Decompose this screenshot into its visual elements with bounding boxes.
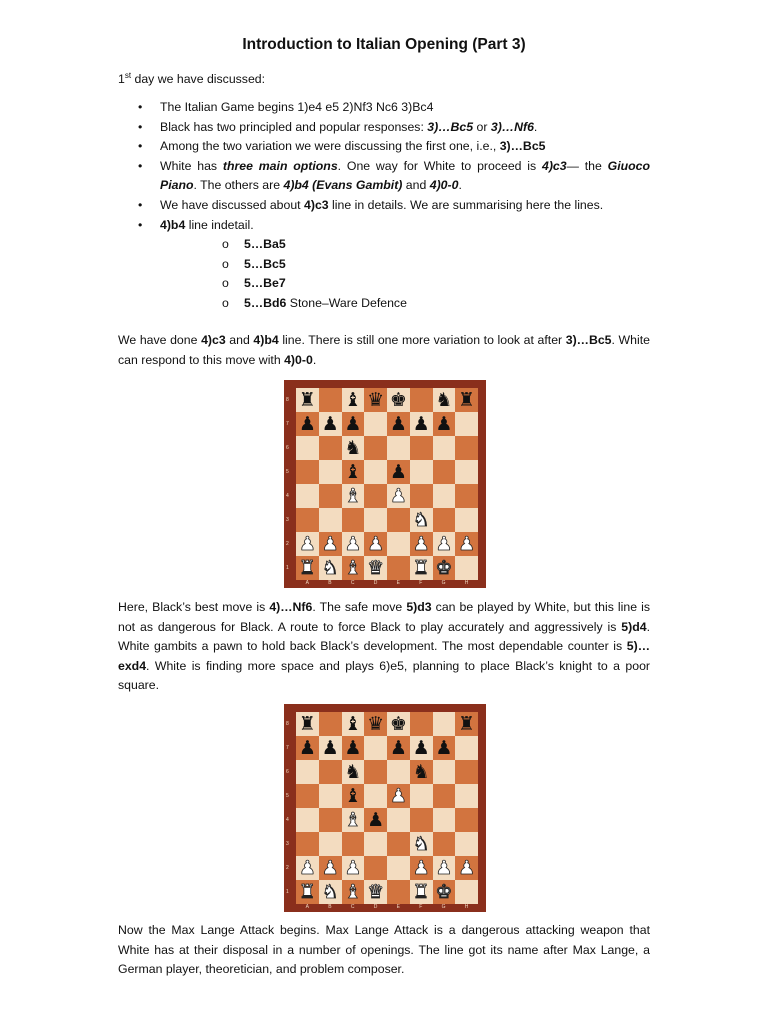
board-square [296,808,319,832]
black-pawn-icon: ♟ [389,460,407,483]
white-king-icon: ♚ [435,880,453,903]
emphasized-text: 4)b4 [253,333,279,347]
black-bishop-icon: ♝ [344,712,362,735]
black-pawn-icon: ♟ [344,736,362,759]
white-pawn-icon: ♟ [321,532,339,555]
rank-label: 5 [286,469,289,475]
intro-superscript: st [124,70,132,80]
board-square [410,808,433,832]
text-run: . [458,178,462,193]
board-square [387,832,410,856]
black-pawn-icon: ♟ [344,412,362,435]
board-square [410,712,433,736]
board-square [455,784,478,808]
black-king-icon: ♚ [389,712,407,735]
bullet-item [118,118,650,138]
board-square [319,508,342,532]
white-pawn-icon: ♟ [344,856,362,879]
bullet-item [118,216,650,314]
white-rook-icon: ♜ [298,556,316,579]
board-square [342,532,365,556]
text-run: and [402,178,430,193]
board-square [433,712,456,736]
board-square [410,388,433,412]
text-run: . [312,352,317,367]
board-square [319,460,342,484]
emphasized-text: 4)c3 [304,197,329,212]
text-run: — the [566,158,608,173]
white-pawn-icon: ♟ [435,532,453,555]
board-square [342,508,365,532]
emphasized-text: Giuoco Piano [160,158,650,193]
board-square [455,484,478,508]
board-square [433,388,456,412]
file-labels [296,904,478,912]
white-pawn-icon: ♟ [412,532,430,555]
text-run: Stone–Ware Defence [286,295,407,310]
board-square [296,388,319,412]
paragraph-max-lange [118,921,650,980]
text-run: Now the Max Lange Attack begins. Max Lange Attack is a dangerous attacking weapon that White has at their disposal in a number of openings. The line got its name after Max Lange, a German player, theoretician, and problem composer. [118,923,650,977]
board-square [410,412,433,436]
board-square [387,760,410,784]
black-bishop-icon: ♝ [344,784,362,807]
board-square [410,556,433,580]
board-square [410,856,433,880]
white-pawn-icon: ♟ [389,784,407,807]
emphasized-text: 4)…Nf6 [269,600,313,614]
black-pawn-icon: ♟ [412,412,430,435]
text-run: . White is finding more space and plays 6)e5, planning to place Black’s knight to a poor square. [118,658,650,693]
board-square [319,556,342,580]
file-label: C [350,904,355,910]
board-square [433,436,456,460]
board-square [364,736,387,760]
board-square [455,388,478,412]
board-square [342,412,365,436]
text-run: or [473,119,491,134]
board-square [319,484,342,508]
board-square [296,712,319,736]
board-square [410,436,433,460]
board-square [319,880,342,904]
board-square [455,412,478,436]
board-square [342,460,365,484]
rank-label: 2 [286,865,289,871]
board-square [455,856,478,880]
white-bishop-icon: ♝ [344,484,362,507]
chess-board-grid [296,712,478,904]
intro-line [118,70,650,90]
white-knight-icon: ♞ [412,508,430,531]
text-run: . The others are [193,178,284,193]
board-square [364,388,387,412]
board-square [342,388,365,412]
white-pawn-icon: ♟ [458,856,476,879]
text-run: . One way for White to proceed is [337,158,542,173]
board-square [455,532,478,556]
board-square [387,736,410,760]
board-square [364,460,387,484]
rank-labels [286,388,294,580]
file-label: H [464,904,469,910]
rank-label: 4 [286,817,289,823]
board-square [364,484,387,508]
text-run: Among the two variation we were discussing the first one, i.e., [160,139,500,154]
board-square [364,532,387,556]
white-rook-icon: ♜ [412,880,430,903]
board-square [410,760,433,784]
board-square [387,856,410,880]
white-pawn-icon: ♟ [458,532,476,555]
board-square [296,412,319,436]
board-square [387,412,410,436]
chess-board-diagram-1 [284,380,486,588]
board-square [455,508,478,532]
emphasized-text: 5…Bd6 [244,295,287,310]
emphasized-text: 3)…Nf6 [490,119,534,134]
intro-ordinal: 1 [118,72,125,86]
board-square [387,484,410,508]
file-labels [296,580,478,588]
board-square [410,508,433,532]
white-bishop-icon: ♝ [344,880,362,903]
black-rook-icon: ♜ [458,388,476,411]
board-square [364,436,387,460]
text-run: The Italian Game begins 1)e4 e5 2)Nf3 Nc6 3)Bc4 [160,100,434,114]
summary-bullet-list [118,98,650,314]
board-square [387,388,410,412]
black-pawn-icon: ♟ [367,808,385,831]
board-square [319,832,342,856]
emphasized-text: 4)c3 [201,333,226,347]
chess-board-grid [296,388,478,580]
board-square [296,880,319,904]
white-knight-icon: ♞ [412,832,430,855]
emphasized-text: 4)0-0 [284,352,313,367]
board-square [455,436,478,460]
board-square [342,760,365,784]
black-pawn-icon: ♟ [389,412,407,435]
board-square [387,436,410,460]
board-square [296,508,319,532]
file-label: D [373,904,378,910]
file-label: A [305,904,309,910]
emphasized-text: 4)0-0 [429,178,459,193]
emphasized-text: 3)…Bc5 [499,139,546,154]
white-knight-icon: ♞ [321,880,339,903]
board-square [455,880,478,904]
board-square [342,556,365,580]
board-square [455,712,478,736]
board-square [364,784,387,808]
board-square [433,484,456,508]
white-king-icon: ♚ [435,556,453,579]
board-square [433,808,456,832]
text-run: White has [160,158,223,173]
board-square [342,832,365,856]
board-square [342,808,365,832]
white-knight-icon: ♞ [321,556,339,579]
black-knight-icon: ♞ [344,436,362,459]
black-pawn-icon: ♟ [435,736,453,759]
board-square [342,856,365,880]
black-pawn-icon: ♟ [389,736,407,759]
board-square [433,784,456,808]
black-knight-icon: ♞ [412,760,430,783]
board-square [433,556,456,580]
board-square [296,832,319,856]
white-rook-icon: ♜ [412,556,430,579]
board-square [296,784,319,808]
black-pawn-icon: ♟ [412,736,430,759]
file-label: F [419,904,423,910]
board-square [364,856,387,880]
text-run: can be played by White, but this line is not as dangerous for Black. A route to force Black to play accurately and aggressively is [118,600,650,634]
emphasized-text: 5…Ba5 [244,237,286,252]
board-square [296,460,319,484]
file-label: A [305,580,309,586]
black-queen-icon: ♛ [367,712,385,735]
board-square [455,760,478,784]
board-square [296,532,319,556]
white-pawn-icon: ♟ [298,532,316,555]
board-square [433,736,456,760]
board-square [342,736,365,760]
white-pawn-icon: ♟ [412,856,430,879]
text-run: . White can respond to this move with [118,333,650,367]
emphasized-text: 5)…exd4 [118,639,650,673]
black-rook-icon: ♜ [298,388,316,411]
board-square [410,736,433,760]
board-square [319,436,342,460]
text-run: line. There is still one more variation to look at after [278,333,566,347]
text-run: line indetail. [185,217,254,232]
board-square [455,808,478,832]
emphasized-text: 4)c3 [542,158,567,173]
board-square [433,532,456,556]
text-run: and [225,333,254,347]
emphasized-text: 4)b4 (Evans Gambit) [283,178,403,193]
text-run: We have discussed about [160,197,305,212]
board-square [319,760,342,784]
board-square [387,460,410,484]
black-knight-icon: ♞ [344,760,362,783]
file-label: H [464,580,469,586]
board-square [319,808,342,832]
board-square [296,556,319,580]
file-label: G [441,580,446,586]
board-square [364,760,387,784]
file-label: E [396,580,400,586]
black-bishop-icon: ♝ [344,388,362,411]
file-label: B [328,904,332,910]
black-rook-icon: ♜ [298,712,316,735]
board-square [319,532,342,556]
board-square [410,784,433,808]
board-square [364,832,387,856]
black-pawn-icon: ♟ [321,412,339,435]
paragraph-castling-variation [118,331,650,370]
board-square [433,832,456,856]
board-square [433,760,456,784]
board-square [433,856,456,880]
paragraph-best-move [118,598,650,696]
file-label: F [419,580,423,586]
board-square [387,556,410,580]
bullet-item [118,98,650,118]
sub-bullet-item [160,255,650,275]
sub-bullet-item [160,294,650,314]
emphasized-text: 5)d4 [621,619,647,634]
intro-text: day we have discussed: [131,72,266,86]
rank-label: 6 [286,445,289,451]
rank-label: 1 [286,565,289,571]
black-pawn-icon: ♟ [435,412,453,435]
text-run: . White gambits a pawn to hold back Black’s development. The most dependable counter is [118,619,650,654]
text-run: We have done [118,333,202,347]
board-square [319,388,342,412]
board-square [342,784,365,808]
board-square [387,532,410,556]
text-run: Black has two principled and popular responses: [160,119,428,134]
board-square [319,856,342,880]
bullet-item [118,196,650,216]
board-square [364,508,387,532]
board-square [387,508,410,532]
emphasized-text: 3)…Bc5 [565,333,612,347]
page-title: Introduction to Italian Opening (Part 3) [242,36,526,53]
white-pawn-icon: ♟ [367,532,385,555]
rank-label: 1 [286,889,289,895]
board-square [410,484,433,508]
board-square [433,412,456,436]
rank-label: 8 [286,721,289,727]
bullet-item [118,157,650,196]
rank-label: 6 [286,769,289,775]
board-square [364,880,387,904]
white-queen-icon: ♛ [367,556,385,579]
emphasized-text: 5)d3 [406,600,432,614]
board-square [410,460,433,484]
rank-label: 3 [286,841,289,847]
board-square [342,436,365,460]
rank-label: 8 [286,397,289,403]
board-square [296,856,319,880]
sub-bullet-item [160,235,650,255]
chess-board-diagram-2 [284,704,486,912]
board-square [364,412,387,436]
board-square [319,784,342,808]
black-king-icon: ♚ [389,388,407,411]
board-square [455,736,478,760]
board-square [387,880,410,904]
rank-label: 3 [286,517,289,523]
white-bishop-icon: ♝ [344,556,362,579]
board-square [387,784,410,808]
board-square [296,760,319,784]
board-square [433,460,456,484]
board-square [455,832,478,856]
emphasized-text: three main options [222,158,338,173]
rank-label: 5 [286,793,289,799]
white-pawn-icon: ♟ [321,856,339,879]
white-pawn-icon: ♟ [435,856,453,879]
file-label: B [328,580,332,586]
file-label: E [396,904,400,910]
board-square [433,880,456,904]
white-pawn-icon: ♟ [389,484,407,507]
board-square [342,712,365,736]
board-square [387,712,410,736]
file-label: C [350,580,355,586]
white-rook-icon: ♜ [298,880,316,903]
text-run: Here, Black’s best move is [118,600,270,614]
white-bishop-icon: ♝ [344,808,362,831]
rank-label: 2 [286,541,289,547]
sub-bullet-list [160,235,650,313]
text-run: line in details. We are summarising here the lines. [328,197,604,212]
rank-label: 4 [286,493,289,499]
rank-label: 7 [286,421,289,427]
file-label: D [373,580,378,586]
rank-label: 7 [286,745,289,751]
black-pawn-icon: ♟ [298,736,316,759]
black-bishop-icon: ♝ [344,460,362,483]
board-square [342,880,365,904]
black-knight-icon: ♞ [435,388,453,411]
emphasized-text: 4)b4 [160,217,186,232]
white-pawn-icon: ♟ [344,532,362,555]
board-square [433,508,456,532]
bullet-item [118,137,650,157]
board-square [319,712,342,736]
black-queen-icon: ♛ [367,388,385,411]
board-square [296,736,319,760]
white-queen-icon: ♛ [367,880,385,903]
text-run: . The safe move [312,600,407,614]
board-square [364,556,387,580]
sub-bullet-item [160,274,650,294]
board-square [410,832,433,856]
board-square [319,412,342,436]
white-pawn-icon: ♟ [298,856,316,879]
rank-labels [286,712,294,904]
emphasized-text: 5…Bc5 [244,256,286,271]
board-square [410,532,433,556]
board-square [319,736,342,760]
black-pawn-icon: ♟ [298,412,316,435]
file-label: G [441,904,446,910]
board-square [364,712,387,736]
board-square [455,460,478,484]
board-square [410,880,433,904]
board-square [296,484,319,508]
board-square [342,484,365,508]
text-run: . [533,119,538,134]
black-rook-icon: ♜ [458,712,476,735]
board-square [387,808,410,832]
board-square [364,808,387,832]
emphasized-text: 3)…Bc5 [427,119,474,134]
emphasized-text: 5…Be7 [244,276,286,291]
board-square [455,556,478,580]
board-square [296,436,319,460]
black-pawn-icon: ♟ [321,736,339,759]
